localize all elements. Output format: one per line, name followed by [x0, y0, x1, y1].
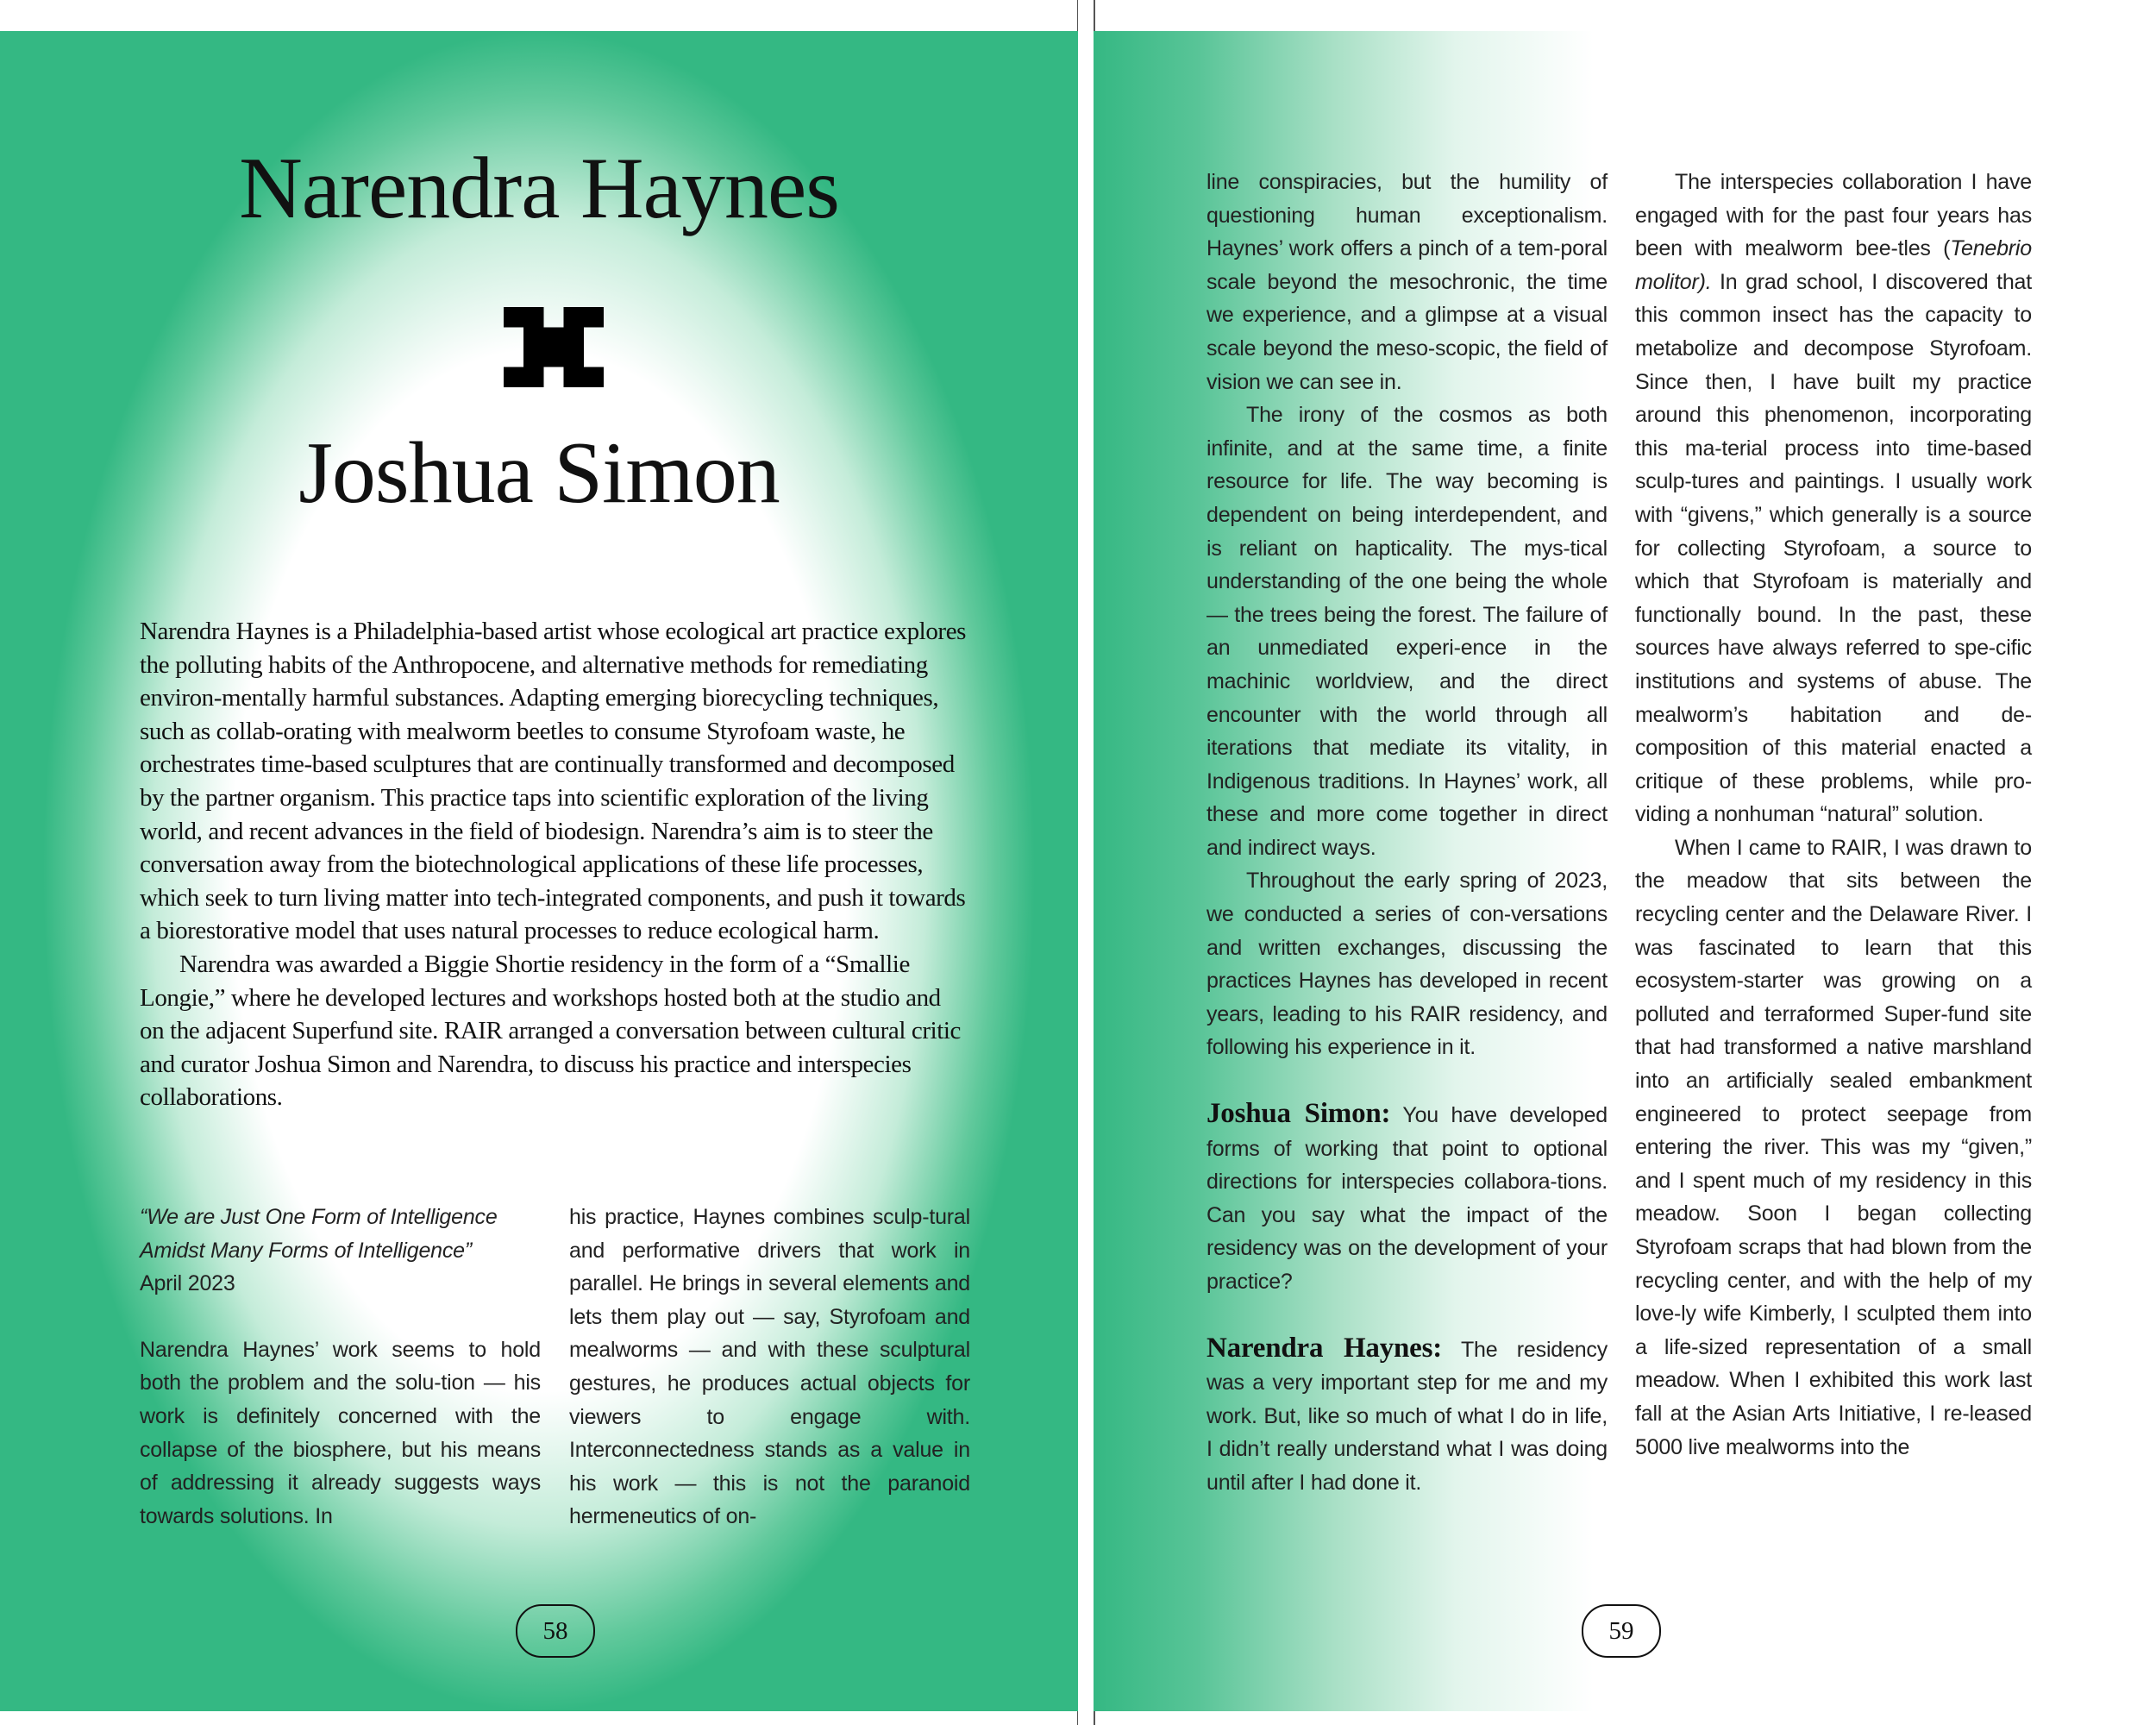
species-name: Tenebrio molitor). [1635, 236, 2032, 294]
title-interviewer: Joshua Simon [298, 424, 780, 522]
page-number: 58 [516, 1604, 595, 1658]
essay-text: line conspiracies, but the humility of questioning human exceptionalism. Haynes’ work offers a pinch of a tem-poral scale beyond the mesochronic, the time we experience, and a glimpse at a visual scale beyond the meso-scopic, the field of vision we can see in. [1206, 170, 1608, 394]
title-artist: Narendra Haynes [239, 140, 839, 237]
speaker-name: Narendra Haynes: [1206, 1332, 1443, 1364]
essay-text: Narendra Haynes’ work seems to hold both the problem and the solu-tion — his work is definitely concerned with the collapse of the biosphere, but his means of addressing it already suggests ways towards solutions. In [140, 1337, 541, 1528]
question-text: You have developed forms of working that point to optional directions for interspecies collabora-tions. Can you say what the impact of the residency was on the development of your practice? [1206, 1103, 1608, 1294]
essay-date: April 2023 [140, 1271, 235, 1296]
bio-paragraph: Narendra Haynes is a Philadelphia-based artist whose ecological art practice explores the polluting habits of the Anthropocene, and alternative methods for remediating environ-mentally harmful substances. Adapting emerging biorecycling techniques, such as collab-orating with mealworm beetles to consume Styrofoam waste, he orchestrates time-based sculptures that are continually transformed and decomposed by the partner organism. This practice taps into scientific exploration of the living world, and recent advances in the field of biodesign. Narendra’s aim is to steer the conversation away from the biotechnological applications of these life processes, which seek to turn living matter into tech-integrated components, and push it towards a biorestorative model that uses natural processes to reduce ecological harm. [140, 618, 967, 945]
essay-column-2 [569, 1201, 970, 1534]
essay-column-1 [140, 1201, 541, 1533]
interview-column-2 [1635, 166, 2032, 1464]
answer-paragraph: When I came to RAIR, I was drawn to the meadow that sits between the recycling center and the Delaware River. I was fascinated to learn that this ecosystem-starter was growing on a polluted and terraformed Super-fund site that had transformed a native marshland into an artificially sealed embankment engineered to protect seepage from entering the river. This was my “given,” and I spent much of my residency in this meadow. Soon I began collecting Styrofoam scraps that had blown from the recycling center, and with the help of my love-ly wife Kimberly, I sculpted them into a life-sized representation of a small meadow. When I exhibited this work last fall at the Asian Arts Initiative, I re-leased 5000 live mealworms into the [1635, 835, 2032, 1459]
essay-title: “We are Just One Form of Intelligence Amidst Many Forms of Intelligence” [140, 1205, 498, 1263]
bio-text [140, 615, 968, 1114]
crop-mark [1094, 1711, 1095, 1725]
answer-text: The interspecies collaboration I have engaged with for the past four years has been with mealworm bee-tles ( [1635, 170, 2032, 261]
bio-paragraph: Narendra was awarded a Biggie Shortie residency in the form of a “Smallie Longie,” where he developed lectures and workshops hosted both at the studio and on the adjacent Superfund site. RAIR arranged a conversation between cultural critic and curator Joshua Simon and Narendra, to discuss his practice and interspecies collaborations. [140, 950, 962, 1112]
interview-column-1 [1206, 166, 1608, 1500]
speaker-name: Joshua Simon: [1206, 1098, 1391, 1130]
answer [1206, 1332, 1608, 1500]
crop-mark [1094, 0, 1095, 31]
pixel-cross-icon [504, 307, 604, 387]
answer-text: The residency was a very important step for me and my work. But, like so much of what I do in life, I didn’t really understand what I was doing until after I had done it. [1206, 1337, 1608, 1495]
page-number: 59 [1582, 1604, 1661, 1658]
essay-text: Throughout the early spring of 2023, we conducted a series of con-versations and written exchanges, discussing the practices Haynes has developed in recent years, leading to his RAIR residency, and following his experience in it. [1206, 869, 1608, 1060]
essay-text: his practice, Haynes combines sculp-tural and performative drivers that work in parallel. He brings in several elements and lets them play out — say, Styrofoam and mealworms — and with these sculptural gestures, he produces actual objects for viewers to engage with. Interconnectedness stands as a value in his work — this is not the paranoid hermeneutics of on- [569, 1205, 970, 1529]
answer-paragraph [1635, 166, 2032, 831]
question [1206, 1097, 1608, 1299]
essay-text: The irony of the cosmos as both infinite, and at the same time, a finite resource for life. The way becoming is dependent on being interdependent, and is reliant on hapticality. The mys-tical understanding of the one being the whole — the trees being the forest. The failure of an unmediated experi-ence in the machinic worldview, and the direct encounter with the world through all iterations that mediate its vitality, in Indigenous traditions. In Haynes’ work, all these and more come together in direct and indirect ways. [1206, 403, 1608, 860]
answer-text: In grad school, I discovered that this common insect has the capacity to metabolize and decompose Styrofoam. Since then, I have built my practice around this phenomenon, incorporating this ma-terial process into time-based sculp-tures and paintings. I usually work with “givens,” which generally is a source for collecting Styrofoam, a source to which that Styrofoam is materially and functionally bound. In the past, these sources have always referred to spe-cific institutions and systems of abuse. The mealworm’s habitation and de-composition of this material enacted a critique of these problems, while pro-viding a nonhuman “natural” solution. [1635, 269, 2032, 827]
gutter [1078, 0, 1094, 1725]
